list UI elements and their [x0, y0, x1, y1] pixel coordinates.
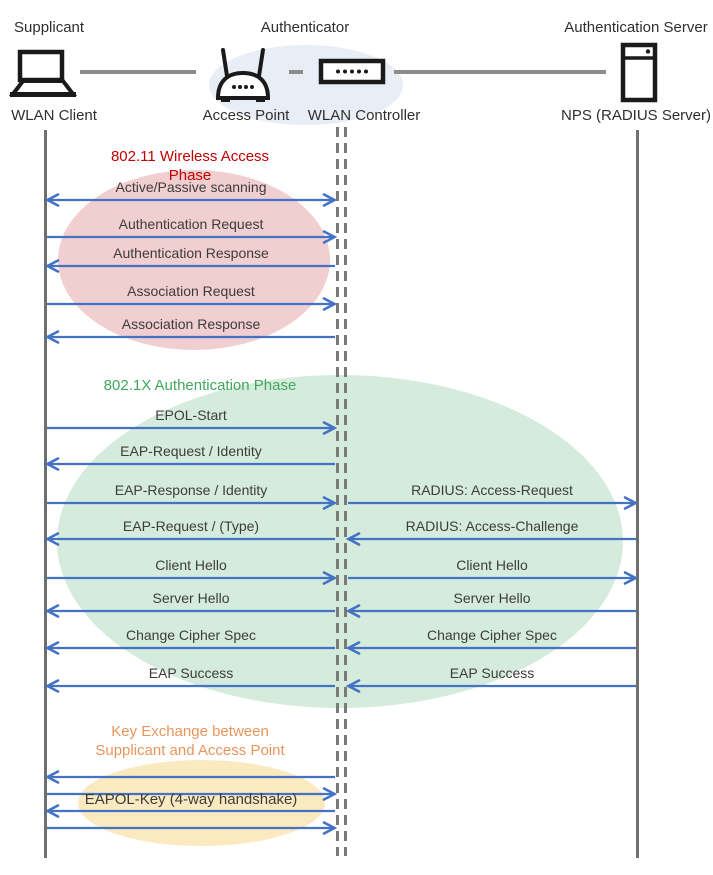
role-supplicant: Supplicant	[14, 19, 85, 36]
label-nps-radius-server: NPS (RADIUS Server)	[560, 107, 712, 124]
phase3-title-line2: Supplicant and Access Point	[95, 742, 285, 759]
role-authentication-server: Authentication Server	[564, 19, 708, 36]
message-label-change-cipher-left: Change Cipher Spec	[126, 627, 256, 643]
message-label-client-hello-right: Client Hello	[456, 557, 528, 573]
message-arrow-assoc-response	[47, 332, 335, 343]
message-arrow-eapol-key-4	[47, 823, 335, 834]
message-arrow-eap-request-identity	[47, 459, 335, 470]
message-arrow-server-hello-right	[348, 606, 636, 617]
phase1-title: 802.11 Wireless Access Phase	[110, 148, 270, 184]
phase2-title: 802.1X Authentication Phase	[103, 377, 297, 394]
message-label-scanning: Active/Passive scanning	[115, 179, 267, 195]
phase3-title	[80, 722, 300, 760]
message-arrow-change-cipher-right	[348, 643, 636, 654]
message-arrow-radius-access-request	[348, 498, 636, 509]
label-wlan-client: WLAN Client	[11, 107, 97, 124]
message-arrow-server-hello-left	[47, 606, 335, 617]
message-arrow-eap-success-left	[47, 681, 335, 692]
message-arrow-eap-success-right	[348, 681, 636, 692]
message-arrow-eap-response-identity	[47, 498, 335, 509]
message-label-assoc-response: Association Response	[121, 316, 261, 332]
message-label-eap-request-identity: EAP-Request / Identity	[120, 443, 262, 459]
phase3-title-line1: Key Exchange between	[111, 723, 269, 740]
message-label-eap-response-identity: EAP-Response / Identity	[114, 482, 268, 498]
message-label-client-hello-left: Client Hello	[155, 557, 227, 573]
label-access-point: Access Point	[202, 107, 290, 124]
message-label-radius-access-challenge: RADIUS: Access-Challenge	[405, 518, 579, 534]
message-label-eapol-key-3: EAPOL-Key (4-way handshake)	[84, 791, 298, 808]
message-arrow-radius-access-challenge	[348, 534, 636, 545]
message-label-eap-request-type: EAP-Request / (Type)	[122, 518, 260, 534]
message-arrow-auth-response	[47, 261, 335, 272]
message-arrow-eap-request-type	[47, 534, 335, 545]
message-label-epol-start: EPOL-Start	[155, 407, 227, 423]
message-arrow-change-cipher-left	[47, 643, 335, 654]
message-label-auth-response: Authentication Response	[113, 245, 269, 261]
message-label-server-hello-left: Server Hello	[152, 590, 230, 606]
message-arrow-epol-start	[47, 423, 335, 434]
message-label-server-hello-right: Server Hello	[453, 590, 531, 606]
message-label-radius-access-request: RADIUS: Access-Request	[411, 482, 573, 498]
message-label-eap-success-left: EAP Success	[148, 665, 234, 681]
message-arrow-assoc-request	[47, 299, 335, 310]
message-label-auth-request: Authentication Request	[118, 216, 264, 232]
message-arrow-client-hello-right	[348, 573, 636, 584]
message-arrow-scanning	[47, 195, 335, 206]
message-label-change-cipher-right: Change Cipher Spec	[427, 627, 557, 643]
message-arrow-eapol-key-1	[47, 772, 335, 783]
message-label-eap-success-right: EAP Success	[449, 665, 535, 681]
label-wlan-controller: WLAN Controller	[307, 107, 421, 124]
role-authenticator: Authenticator	[260, 19, 350, 36]
message-arrow-auth-request	[47, 232, 335, 243]
message-arrow-client-hello-left	[47, 573, 335, 584]
message-label-assoc-request: Association Request	[127, 283, 255, 299]
